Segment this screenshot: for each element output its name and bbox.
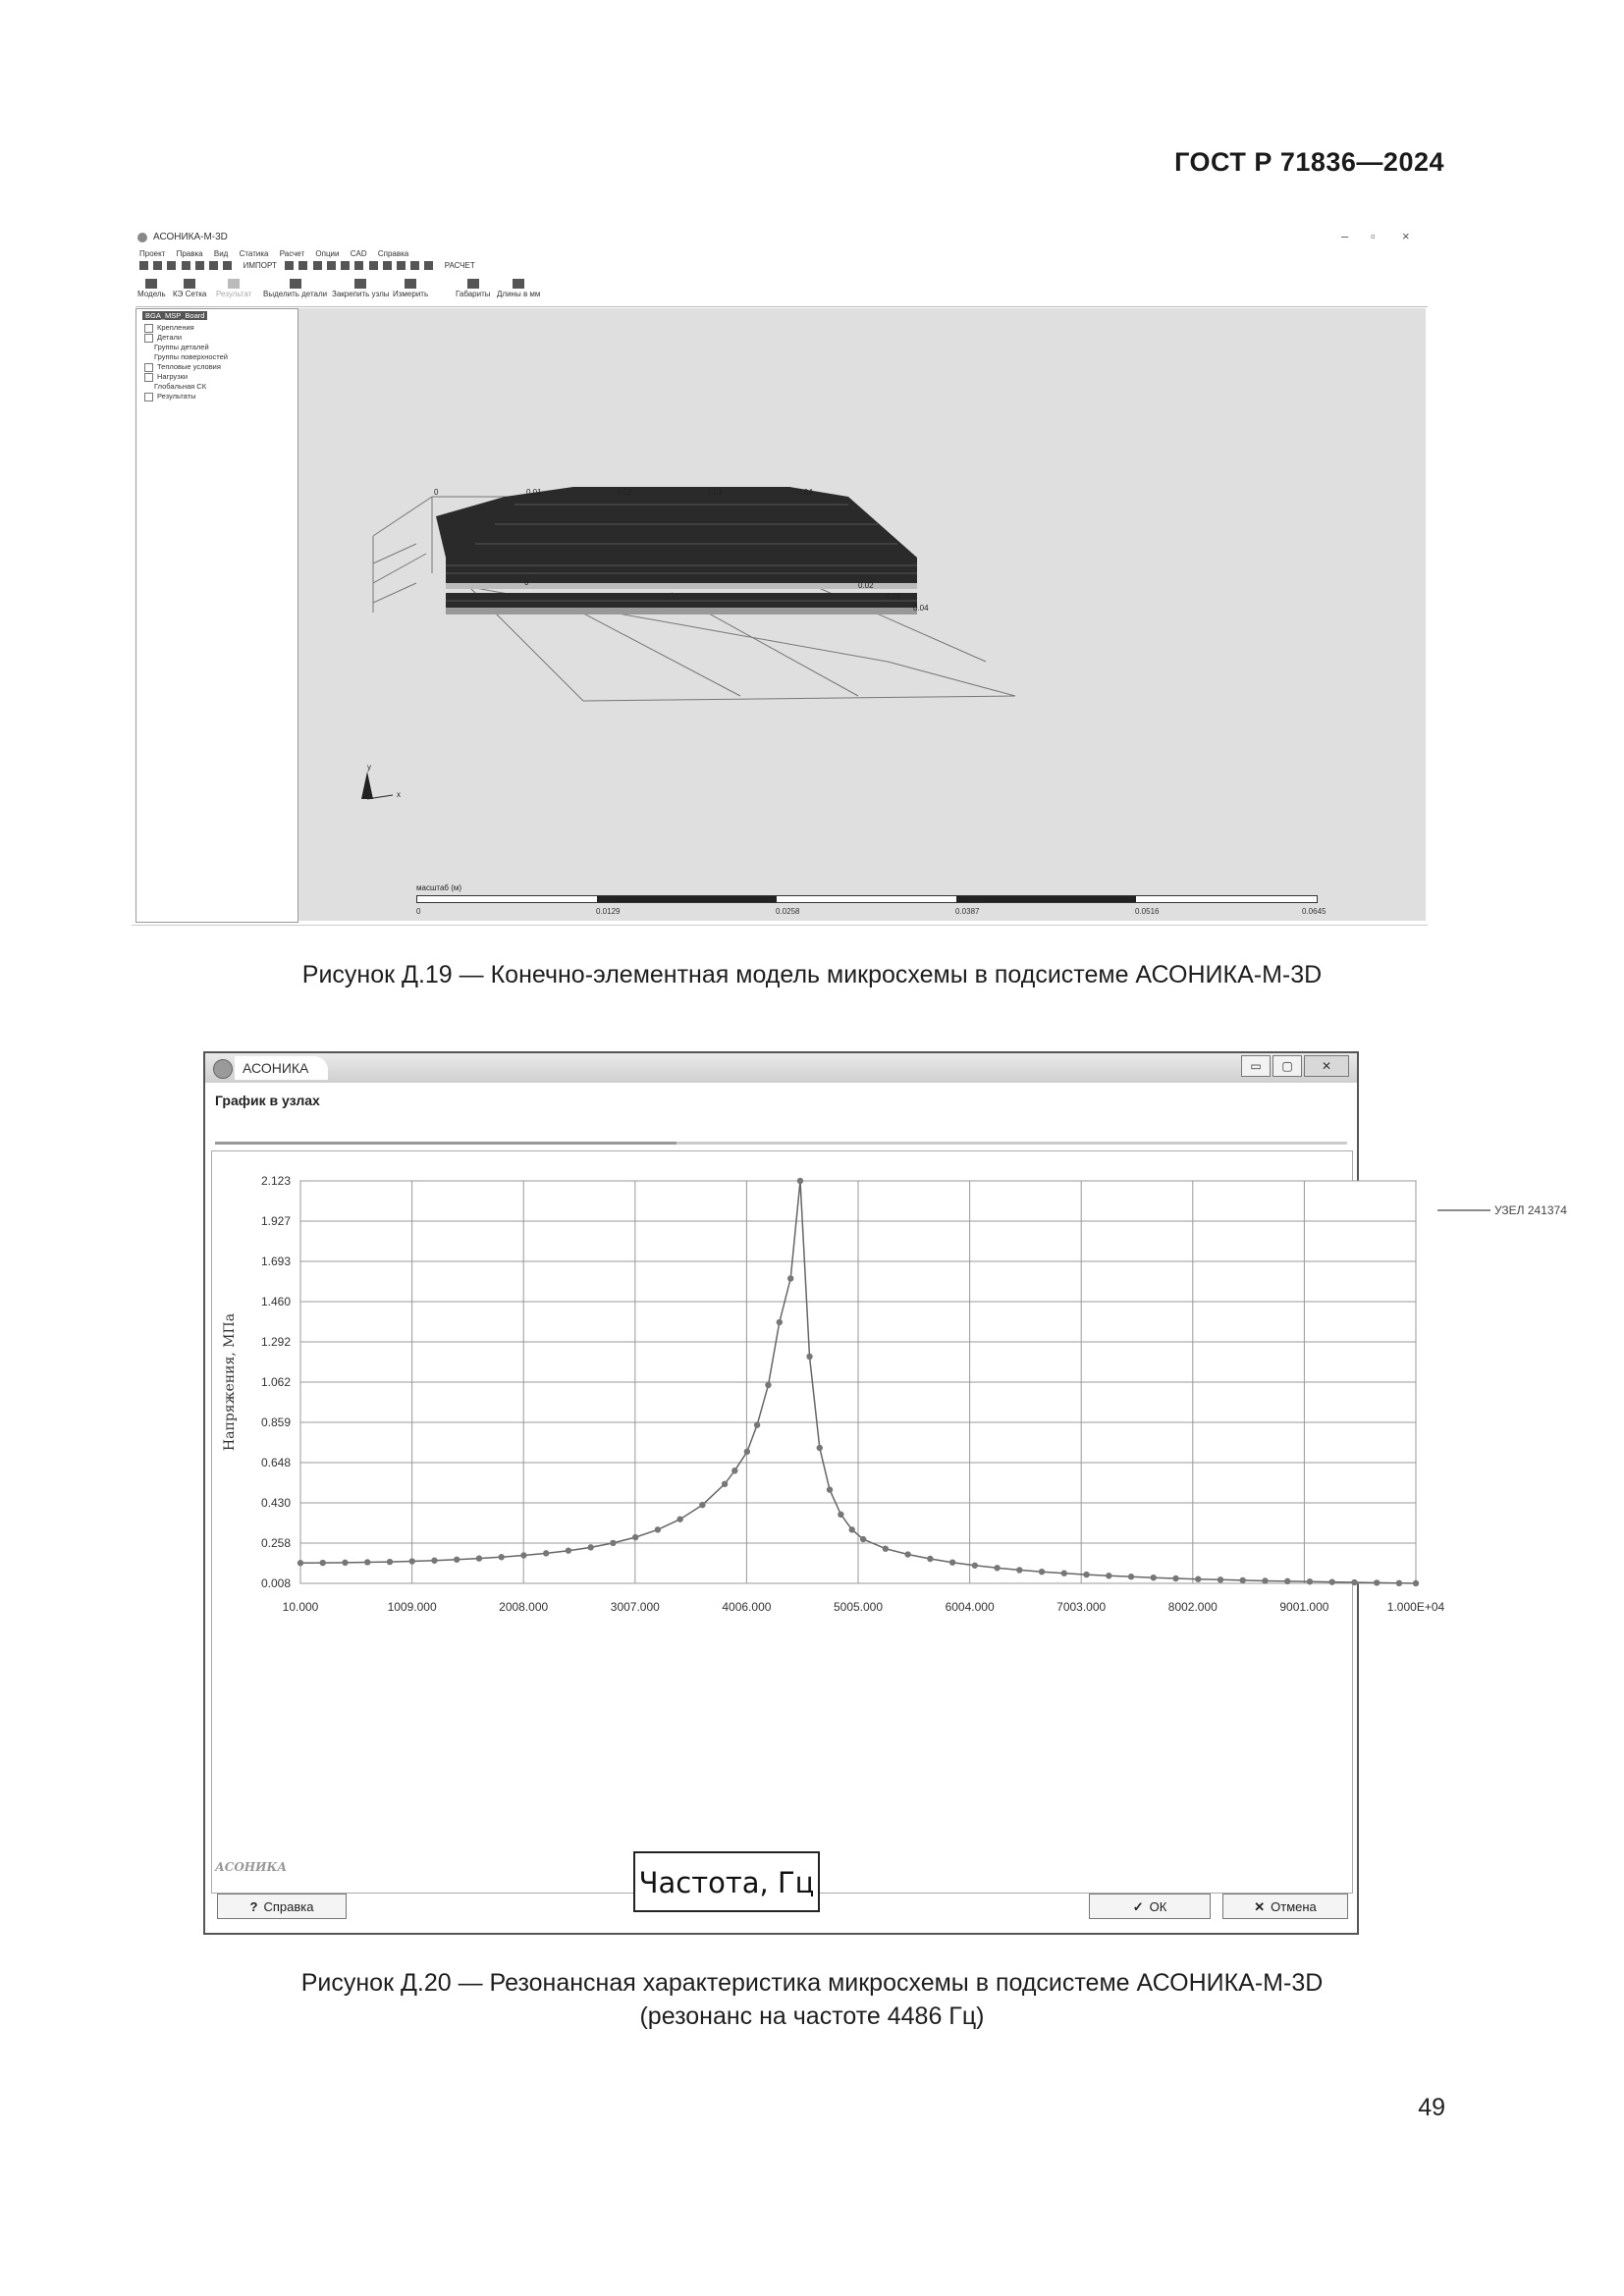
tool-icon[interactable]: [369, 261, 378, 270]
board-layers: [436, 487, 917, 614]
close-icon: ✕: [1254, 1899, 1266, 1914]
data-point: [1284, 1578, 1290, 1584]
scale-segment: [597, 896, 777, 902]
data-point: [860, 1536, 866, 1542]
y-tick-label: 1.460: [260, 1295, 291, 1308]
data-point: [972, 1563, 978, 1569]
check-icon: ✓: [1132, 1899, 1144, 1914]
x-tick-label: 10.000: [282, 1600, 319, 1614]
figure20-caption-line1: Рисунок Д.20 — Резонансная характеристика микросхемы в подсистеме АСОНИКА-М-3D: [300, 1969, 1324, 1997]
toolbar: [139, 261, 475, 275]
help-icon: ?: [249, 1899, 258, 1914]
y-tick-label: 0.258: [260, 1536, 291, 1550]
data-point: [1151, 1575, 1157, 1580]
y-axis-label: Напряжения, МПа: [222, 1312, 238, 1452]
x-tick-label: 4006.000: [722, 1600, 772, 1614]
scale-tick: 0: [416, 907, 421, 916]
tool-icon[interactable]: [341, 261, 350, 270]
x-tick-label: 1009.000: [387, 1600, 437, 1614]
data-point: [1396, 1580, 1402, 1586]
data-point: [817, 1445, 823, 1451]
tool-icon[interactable]: [327, 261, 336, 270]
data-point: [838, 1512, 843, 1518]
tool-icon[interactable]: [424, 261, 433, 270]
y-tick-label: 2.123: [260, 1174, 291, 1188]
data-point: [1172, 1575, 1178, 1581]
tree-root[interactable]: BGA_MSP_Board: [142, 311, 207, 320]
tree-item[interactable]: Глобальная СК: [154, 382, 207, 391]
data-point: [476, 1555, 482, 1561]
ribbon-result-button[interactable]: Результат: [216, 279, 251, 298]
data-point: [1413, 1580, 1419, 1586]
x-tick-label: 3007.000: [610, 1600, 660, 1614]
legend-label: УЗЕЛ 241374: [1494, 1203, 1567, 1217]
data-point: [1128, 1574, 1134, 1579]
y-tick-label: 1.292: [260, 1335, 291, 1349]
scale-tick: 0.0258: [776, 907, 800, 916]
divider: [215, 1142, 677, 1145]
open-icon[interactable]: [153, 261, 162, 270]
scale-tick: 0.0387: [955, 907, 980, 916]
y-tick-label: 0.008: [260, 1576, 291, 1590]
data-point: [520, 1552, 526, 1558]
tool-icon[interactable]: [195, 261, 204, 270]
tree-item[interactable]: Крепления: [144, 323, 194, 333]
ribbon-mm-button[interactable]: Длины в мм: [497, 279, 540, 298]
titlebar: [132, 226, 1428, 247]
data-point: [543, 1550, 549, 1556]
data-point: [827, 1486, 833, 1492]
tool-icon[interactable]: [298, 261, 307, 270]
cancel-button[interactable]: ✕ Отмена: [1222, 1894, 1348, 1919]
y-tick-label: 1.927: [260, 1214, 291, 1228]
window-controls: [1239, 1055, 1349, 1077]
axis-tick-top: 0.04: [797, 488, 813, 497]
data-point: [1106, 1573, 1111, 1578]
scale-segment: [956, 896, 1136, 902]
select-parts-icon: [290, 279, 301, 289]
y-tick-label: 0.859: [260, 1415, 291, 1429]
data-point: [498, 1554, 504, 1560]
tree-item[interactable]: Группы поверхностей: [154, 352, 228, 361]
data-point: [655, 1526, 661, 1532]
ribbon-model-button[interactable]: Модель: [137, 279, 166, 298]
project-tree: [135, 308, 298, 923]
tool-icon[interactable]: [397, 261, 406, 270]
data-point: [320, 1560, 326, 1566]
mm-icon: [513, 279, 524, 289]
menu-item[interactable]: Правка: [176, 249, 203, 258]
x-tick-label: 6004.000: [945, 1600, 995, 1614]
data-point: [364, 1559, 370, 1565]
tool-icon[interactable]: [285, 261, 294, 270]
scale-tick: 0.0129: [596, 907, 621, 916]
data-point: [949, 1559, 955, 1565]
save-icon[interactable]: [167, 261, 176, 270]
axis-tick-top: 0.02: [617, 488, 632, 497]
new-icon[interactable]: [139, 261, 148, 270]
axis-triad: [361, 772, 393, 799]
minimize-button[interactable]: ▭: [1241, 1055, 1271, 1077]
data-point: [1374, 1579, 1380, 1585]
axis-tick-top: 0: [434, 488, 439, 497]
data-point: [806, 1354, 812, 1360]
data-point: [927, 1556, 933, 1562]
tool-icon[interactable]: [383, 261, 392, 270]
data-point: [298, 1560, 303, 1566]
data-point: [904, 1551, 910, 1557]
x-tick-label: 2008.000: [499, 1600, 549, 1614]
app-icon: [137, 233, 147, 242]
data-point: [1329, 1578, 1335, 1584]
scale-bar: [416, 895, 1318, 903]
ribbon-dimensions-button[interactable]: Габариты: [456, 279, 491, 298]
footer-brand: АСОНИКА: [215, 1860, 288, 1874]
y-tick-label: 0.430: [260, 1496, 291, 1510]
data-point: [610, 1540, 616, 1546]
axis-tick-bottom: 0.02: [858, 581, 874, 590]
fe-model-screenshot: [132, 226, 1428, 931]
data-point: [722, 1481, 728, 1487]
data-point: [409, 1558, 415, 1564]
menu-bar: [139, 249, 417, 258]
x-tick-label: 7003.000: [1056, 1600, 1107, 1614]
tool-icon[interactable]: [313, 261, 322, 270]
tool-icon[interactable]: [410, 261, 419, 270]
data-point: [1218, 1576, 1223, 1582]
data-point: [1351, 1579, 1357, 1585]
figure19-caption: Рисунок Д.19 — Конечно-элементная модель микросхемы в подсистеме АСОНИКА-М-3D: [301, 961, 1323, 988]
ribbon-measure-button[interactable]: Измерить: [393, 279, 428, 298]
tree-item[interactable]: Результаты: [144, 392, 196, 401]
tree-item[interactable]: Нагрузки: [144, 372, 188, 382]
data-point: [731, 1468, 737, 1473]
menu-item[interactable]: Проект: [139, 249, 166, 258]
tool-icon[interactable]: [354, 261, 363, 270]
data-point: [1016, 1567, 1022, 1573]
data-point: [883, 1546, 889, 1552]
data-point: [1083, 1572, 1089, 1577]
menu-item[interactable]: Опции: [315, 249, 340, 258]
measure-icon: [405, 279, 416, 289]
dimensions-icon: [467, 279, 479, 289]
data-point: [677, 1516, 682, 1522]
data-point: [744, 1449, 750, 1455]
x-tick-label: 1.000E+04: [1386, 1600, 1445, 1614]
menu-item[interactable]: Расчет: [279, 249, 305, 258]
axis-tick-top: 0.01: [526, 488, 542, 497]
x-tick-label: 5005.000: [833, 1600, 884, 1614]
menu-item[interactable]: Статика: [239, 249, 269, 258]
app-icon: [213, 1059, 233, 1079]
restore-icon[interactable]: ▫: [1371, 229, 1376, 243]
data-point: [699, 1502, 705, 1508]
data-point: [994, 1565, 1000, 1571]
3d-viewport[interactable]: [298, 308, 1426, 921]
standard-header: ГОСТ Р 71836—2024: [1174, 147, 1444, 177]
maximize-button[interactable]: ▢: [1272, 1055, 1302, 1077]
tree-item[interactable]: Тепловые условия: [144, 362, 221, 372]
page-number: 49: [1418, 2094, 1445, 2121]
resonance-chart: [212, 1151, 1567, 1858]
data-point: [1262, 1577, 1268, 1583]
fix-nodes-icon: [354, 279, 366, 289]
menu-item[interactable]: Справка: [377, 249, 409, 258]
tree-item[interactable]: Группы деталей: [154, 343, 209, 351]
data-point: [566, 1547, 571, 1553]
y-tick-label: 1.693: [260, 1255, 291, 1268]
titlebar: [205, 1053, 1357, 1083]
scale-tick: 0.0645: [1302, 907, 1326, 916]
data-point: [1195, 1576, 1201, 1582]
status-bar: [132, 925, 1428, 932]
result-icon: [228, 279, 240, 289]
ok-button[interactable]: ✓ ОК: [1089, 1894, 1211, 1919]
help-button[interactable]: ? Справка: [217, 1894, 347, 1919]
chart-panel: [211, 1150, 1567, 1894]
calc-button[interactable]: РАСЧЕТ: [444, 261, 475, 270]
y-tick-label: 0.648: [260, 1456, 291, 1469]
tool-icon[interactable]: [209, 261, 218, 270]
scale-title: масштаб (м): [416, 883, 462, 892]
minimize-icon[interactable]: –: [1341, 229, 1349, 243]
axis-tick-top: 0.03: [707, 488, 723, 497]
data-point: [431, 1558, 437, 1564]
data-point: [754, 1422, 760, 1428]
window-title: АСОНИКА: [235, 1056, 328, 1080]
data-point: [587, 1544, 593, 1550]
close-icon[interactable]: ×: [1402, 229, 1410, 243]
close-button[interactable]: ✕: [1304, 1055, 1349, 1077]
resonance-window: [203, 1051, 1567, 1935]
data-point: [342, 1560, 348, 1566]
model-icon: [145, 279, 157, 289]
ribbon-select-parts-button[interactable]: Выделить детали: [263, 279, 327, 298]
tool-icon[interactable]: [223, 261, 232, 270]
x-tick-label: 8002.000: [1167, 1600, 1218, 1614]
save-as-icon[interactable]: [182, 261, 190, 270]
data-point: [777, 1319, 783, 1325]
frequency-label: Частота, Гц: [633, 1851, 820, 1912]
data-point: [632, 1534, 638, 1540]
chart-heading: График в узлах: [215, 1093, 320, 1108]
tree-item[interactable]: Детали: [144, 333, 182, 343]
axis-y-label: y: [367, 763, 371, 772]
data-point: [1061, 1571, 1067, 1576]
scale-tick: 0.0516: [1135, 907, 1160, 916]
axis-tick-bottom: 0.04: [913, 604, 929, 613]
fe-model-drawing: [298, 308, 1426, 921]
data-point: [1307, 1578, 1313, 1584]
data-point: [787, 1275, 793, 1281]
data-point: [1240, 1577, 1246, 1583]
data-point: [387, 1559, 393, 1565]
ribbon: [135, 277, 1428, 307]
data-point: [765, 1382, 771, 1388]
axis-tick-bottom: 0.03: [886, 592, 901, 601]
data-point: [849, 1526, 855, 1532]
ribbon-mesh-button[interactable]: КЭ Сетка: [173, 279, 206, 298]
mesh-icon: [184, 279, 195, 289]
menu-item[interactable]: CAD: [350, 249, 367, 258]
x-tick-label: 9001.000: [1279, 1600, 1329, 1614]
window-title: АСОНИКА-М-3D: [153, 232, 228, 242]
data-point: [454, 1557, 460, 1563]
import-button[interactable]: ИМПОРТ: [243, 261, 277, 270]
axis-tick-bottom: 0: [524, 578, 529, 587]
y-tick-label: 1.062: [260, 1375, 291, 1389]
ribbon-fix-nodes-button[interactable]: Закрепить узлы: [332, 279, 390, 298]
menu-item[interactable]: Вид: [213, 249, 229, 258]
data-point: [797, 1178, 803, 1184]
data-point: [1039, 1569, 1045, 1575]
axis-x-label: x: [397, 790, 401, 799]
figure20-caption-line2: (резонанс на частоте 4486 Гц): [639, 2002, 985, 2030]
